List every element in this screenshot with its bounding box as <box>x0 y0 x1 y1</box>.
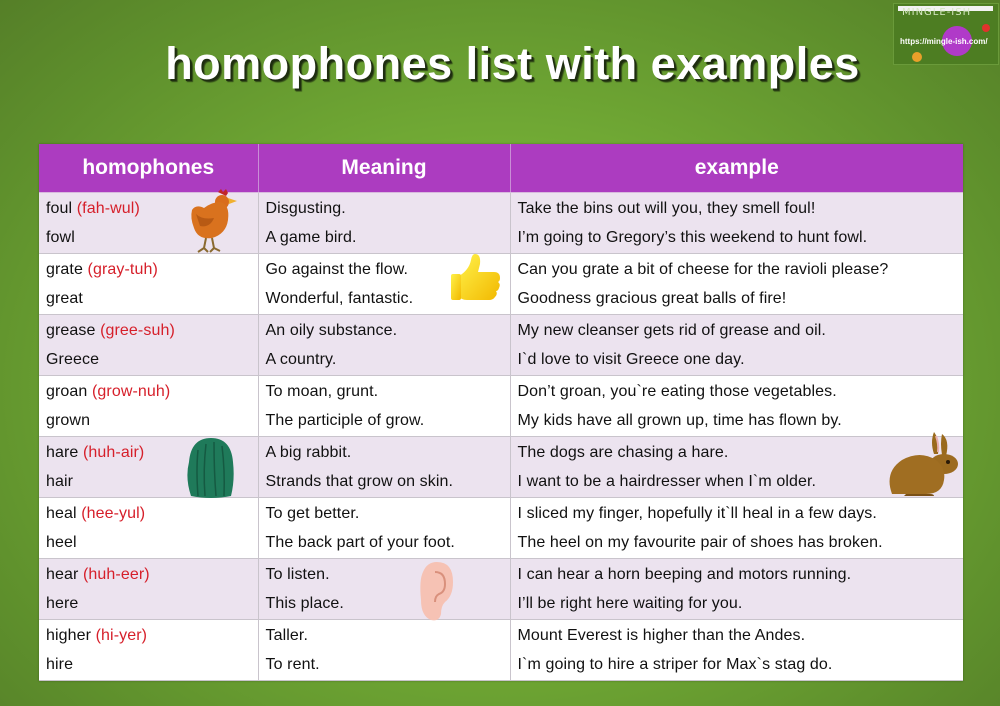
meaning-cell: A country. <box>258 345 510 376</box>
pronunciation: (huh-eer) <box>82 566 150 583</box>
logo-dot-icon <box>982 24 990 32</box>
table-row <box>39 498 963 529</box>
homophone-cell: great <box>39 284 258 315</box>
meaning-cell: Strands that grow on skin. <box>258 467 510 498</box>
table-row <box>39 223 963 254</box>
example-cell: I sliced my finger, hopefully it`ll heal in a few days. <box>510 498 963 529</box>
example-cell: The dogs are chasing a hare. <box>510 437 963 468</box>
example-cell: Mount Everest is higher than the Andes. <box>510 620 963 651</box>
pronunciation: (grow-nuh) <box>91 383 171 400</box>
pronunciation: (fah-wul) <box>76 200 140 217</box>
example-cell: My new cleanser gets rid of grease and oil. <box>510 315 963 346</box>
table-header-row <box>39 144 963 193</box>
table-row <box>39 559 963 590</box>
meaning-cell: Disgusting. <box>258 193 510 224</box>
meaning-cell: A big rabbit. <box>258 437 510 468</box>
watermark-logo <box>893 3 999 65</box>
table-row <box>39 254 963 285</box>
homophone-cell: fowl <box>39 223 258 254</box>
example-cell: I’m going to Gregory’s this weekend to hunt fowl. <box>510 223 963 254</box>
meaning-cell: Wonderful, fantastic. <box>258 284 510 315</box>
table-row <box>39 315 963 346</box>
meaning-cell: To listen. <box>258 559 510 590</box>
table-row <box>39 528 963 559</box>
pronunciation: (huh-air) <box>82 444 145 461</box>
meaning-cell: To moan, grunt. <box>258 376 510 407</box>
homophone-cell <box>39 254 258 285</box>
column-header-example: example <box>510 144 963 193</box>
meaning-cell: A game bird. <box>258 223 510 254</box>
example-cell: I`m going to hire a striper for Max`s stag do. <box>510 650 963 681</box>
column-header-meaning: Meaning <box>258 144 510 193</box>
homophone-cell <box>39 498 258 529</box>
meaning-cell: Go against the flow. <box>258 254 510 285</box>
homophone-cell <box>39 437 258 468</box>
table-row <box>39 589 963 620</box>
meaning-cell: The back part of your foot. <box>258 528 510 559</box>
homophone-cell <box>39 620 258 651</box>
homophones-table <box>39 144 963 681</box>
meaning-cell: An oily substance. <box>258 315 510 346</box>
logo-url: https://mingle-ish.com/ <box>900 37 988 46</box>
homophone-cell <box>39 193 258 224</box>
table-row <box>39 620 963 651</box>
table-row <box>39 467 963 498</box>
pronunciation: (hi-yer) <box>95 627 148 644</box>
example-cell: I’ll be right here waiting for you. <box>510 589 963 620</box>
example-cell: Take the bins out will you, they smell foul! <box>510 193 963 224</box>
example-cell: I can hear a horn beeping and motors running. <box>510 559 963 590</box>
meaning-cell: This place. <box>258 589 510 620</box>
example-cell: I want to be a hairdresser when I`m older. <box>510 467 963 498</box>
column-header-homophones: homophones <box>39 144 258 193</box>
homophone-word: hare <box>46 444 79 461</box>
homophone-word: grease <box>46 322 96 339</box>
homophone-cell: heel <box>39 528 258 559</box>
homophone-cell <box>39 315 258 346</box>
logo-brand: MINGLE-ISH <box>902 7 972 18</box>
meaning-cell: Taller. <box>258 620 510 651</box>
pronunciation: (hee-yul) <box>81 505 146 522</box>
table-row <box>39 437 963 468</box>
logo-smiley-icon <box>912 52 922 62</box>
example-cell: My kids have all grown up, time has flown by. <box>510 406 963 437</box>
example-cell: Goodness gracious great balls of fire! <box>510 284 963 315</box>
table-row <box>39 650 963 681</box>
homophone-cell: hire <box>39 650 258 681</box>
homophone-cell: here <box>39 589 258 620</box>
table-row <box>39 376 963 407</box>
homophone-word: hear <box>46 566 79 583</box>
homophone-cell: hair <box>39 467 258 498</box>
table-row <box>39 406 963 437</box>
pronunciation: (gray-tuh) <box>87 261 158 278</box>
pronunciation: (gree-suh) <box>100 322 175 339</box>
table-row <box>39 284 963 315</box>
example-cell: I`d love to visit Greece one day. <box>510 345 963 376</box>
table-row <box>39 345 963 376</box>
homophone-word: heal <box>46 505 77 522</box>
homophone-word: foul <box>46 200 73 217</box>
homophone-cell: grown <box>39 406 258 437</box>
meaning-cell: To rent. <box>258 650 510 681</box>
example-cell: The heel on my favourite pair of shoes has broken. <box>510 528 963 559</box>
table-row <box>39 193 963 224</box>
homophone-word: higher <box>46 627 92 644</box>
meaning-cell: The participle of grow. <box>258 406 510 437</box>
homophone-cell <box>39 376 258 407</box>
homophone-cell: Greece <box>39 345 258 376</box>
homophone-word: grate <box>46 261 83 278</box>
homophone-word: groan <box>46 383 88 400</box>
example-cell: Don’t groan, you`re eating those vegetables. <box>510 376 963 407</box>
meaning-cell: To get better. <box>258 498 510 529</box>
homophone-cell <box>39 559 258 590</box>
example-cell: Can you grate a bit of cheese for the ravioli please? <box>510 254 963 285</box>
page-title: homophones list with examples <box>165 38 860 89</box>
